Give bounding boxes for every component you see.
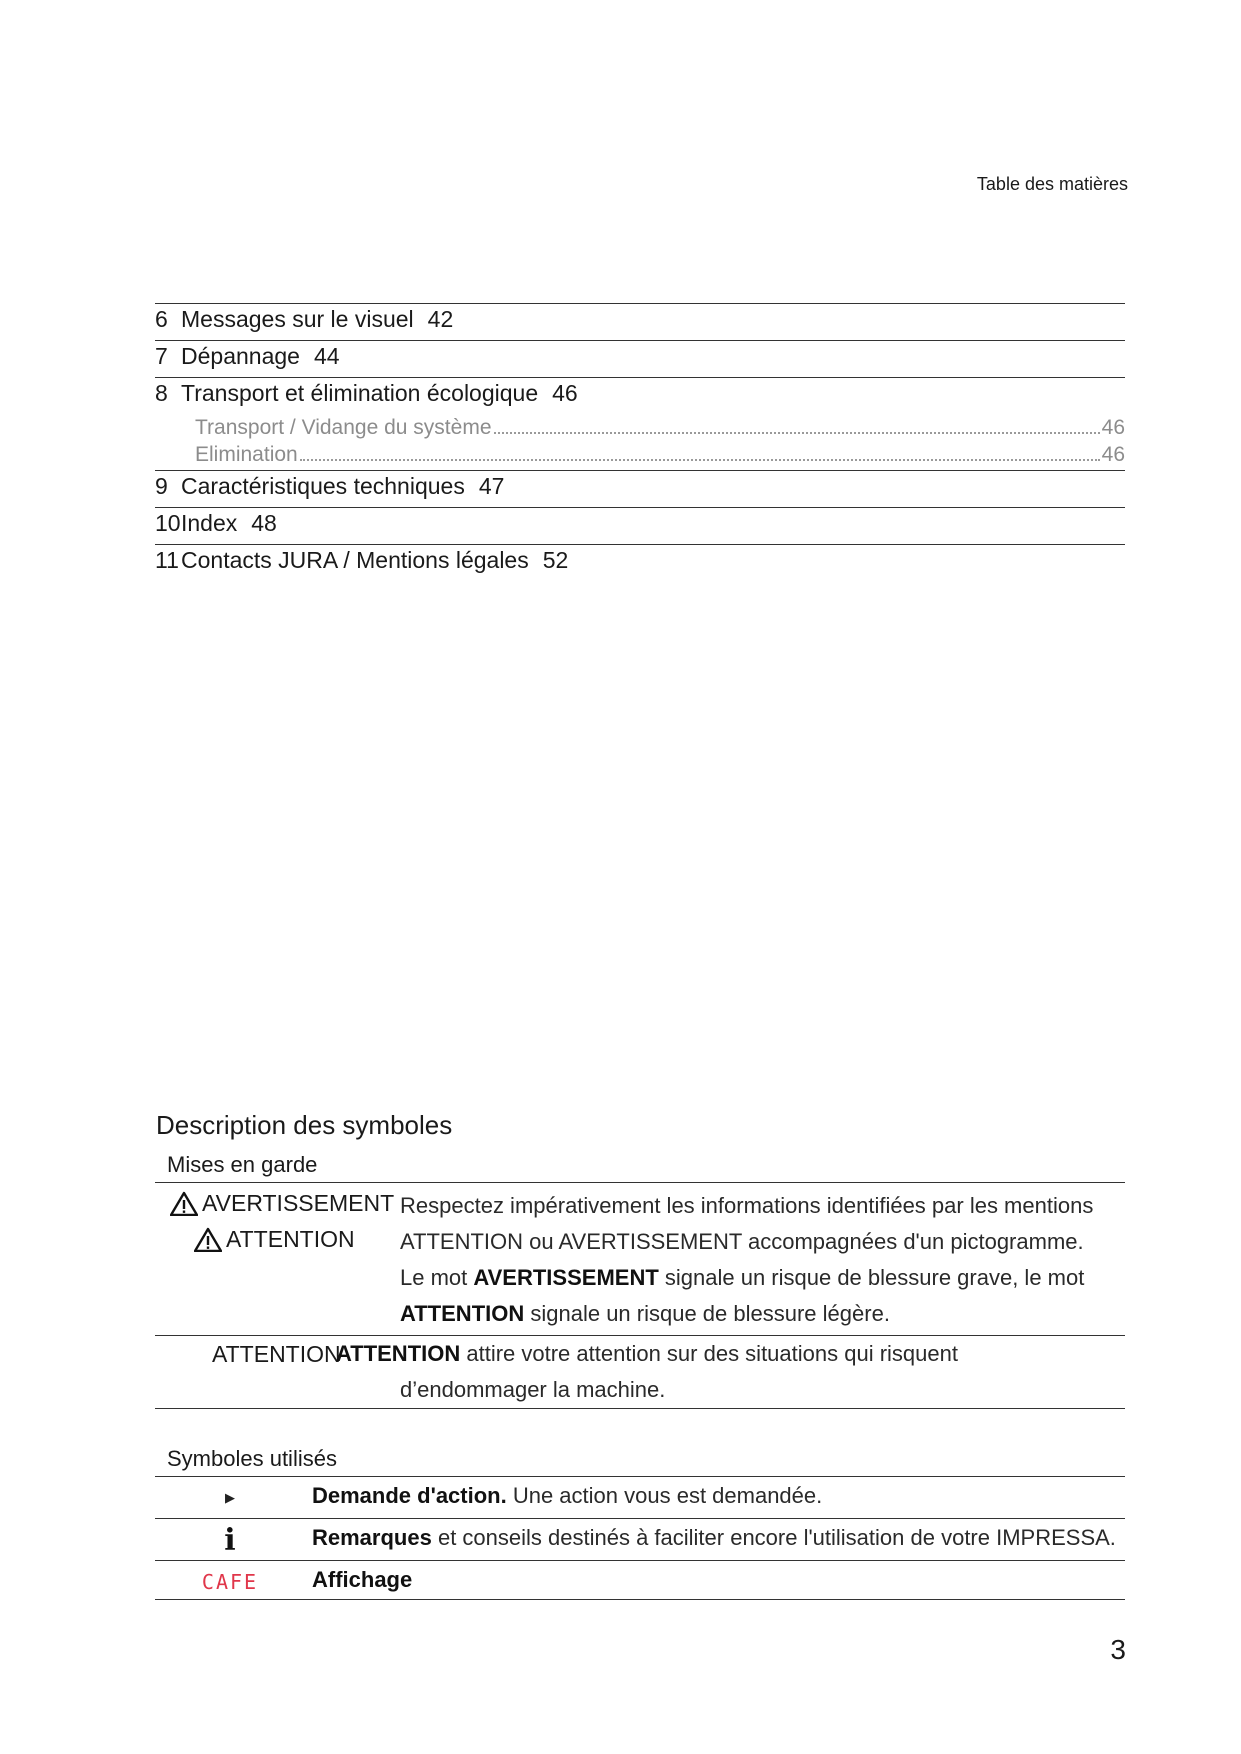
rule: [155, 1518, 1125, 1519]
toc-chapter-number: 6: [155, 306, 168, 332]
toc-chapter[interactable]: [155, 544, 1125, 579]
warning-triangle-icon: [170, 1191, 198, 1216]
caution-label: [194, 1226, 355, 1253]
running-header: Table des matières: [976, 174, 1128, 194]
symbols-heading: Description des symboles: [156, 1110, 453, 1140]
attention-label: ATTENTION: [212, 1341, 341, 1367]
toc-chapter-page: 42: [427, 306, 454, 332]
rule: [155, 1335, 1125, 1336]
toc-chapter-title: Index: [181, 510, 238, 536]
page-number: 3: [1110, 1634, 1126, 1665]
toc-sub-entry-page: 46: [1101, 443, 1125, 466]
toc-chapter[interactable]: [155, 340, 1125, 377]
toc-chapter-page: 48: [251, 510, 277, 536]
toc-chapter-page: 46: [552, 380, 578, 406]
toc-chapter[interactable]: [155, 303, 1125, 340]
used-symbols-subheading: Symboles utilisés: [167, 1446, 337, 1471]
leader-dots: [494, 432, 1100, 434]
warning-label: [170, 1190, 394, 1217]
rule: [155, 1408, 1125, 1409]
warnings-subheading: Mises en garde: [167, 1152, 318, 1177]
toc-chapter-title: Contacts JURA / Mentions légales: [181, 547, 529, 573]
toc-chapter[interactable]: [155, 377, 1125, 470]
warning-label-text: AVERTISSEMENT: [202, 1190, 395, 1216]
leader-dots: [300, 459, 1100, 461]
toc-sub-entry[interactable]: [195, 416, 1125, 440]
info-icon: i: [224, 1523, 236, 1558]
display-icon: CAFE: [201, 1570, 259, 1594]
toc-chapter-page: 52: [542, 547, 569, 573]
toc-chapter[interactable]: [155, 507, 1125, 544]
toc-chapter-number: 8: [155, 380, 168, 406]
toc-chapter-page: 47: [478, 473, 505, 499]
caution-label-text: ATTENTION: [226, 1226, 355, 1252]
table-of-contents: [155, 303, 1125, 579]
rule: [155, 1476, 1125, 1477]
toc-chapter-title: Transport et élimination écologique: [181, 380, 539, 406]
toc-sub-entry-title: Elimination: [195, 443, 298, 466]
toc-chapter[interactable]: [155, 470, 1125, 507]
warning-triangle-icon: [194, 1227, 222, 1252]
toc-chapter-number: 10: [155, 510, 181, 536]
rule: [155, 1599, 1125, 1600]
symbol-description: Affichage: [312, 1567, 413, 1592]
toc-chapter-number: 11: [155, 547, 179, 573]
toc-chapter-title: Dépannage: [181, 343, 300, 369]
toc-sub-entry[interactable]: [195, 443, 1125, 467]
toc-chapter-title: Caractéristiques techniques: [181, 473, 465, 499]
toc-chapter-number: 9: [155, 473, 168, 499]
symbol-description: Demande d'action. Une action vous est demandée.: [312, 1483, 823, 1508]
warning-text-line: ATTENTION signale un risque de blessure légère.: [400, 1301, 890, 1326]
rule: [155, 1560, 1125, 1561]
toc-chapter-number: 7: [155, 343, 168, 369]
attention-text-line: ATTENTION attire votre attention sur des situations qui risquent: [336, 1341, 958, 1366]
warning-text-line: ATTENTION ou AVERTISSEMENT accompagnées d'un pictogramme.: [400, 1229, 1084, 1254]
attention-text-line: d’endommager la machine.: [400, 1377, 666, 1402]
toc-chapter-title: Messages sur le visuel: [181, 306, 414, 332]
toc-sub-entry-page: 46: [1101, 416, 1125, 439]
toc-chapter-page: 44: [313, 343, 340, 369]
warning-text-line: Le mot AVERTISSEMENT signale un risque de blessure grave, le mot: [400, 1265, 1085, 1290]
toc-sub-entry-title: Transport / Vidange du système: [195, 416, 492, 439]
symbol-description: Remarques et conseils destinés à faciliter encore l'utilisation de votre IMPRESSA.: [312, 1525, 1116, 1550]
warning-text-line: Respectez impérativement les informations identifiées par les mentions: [400, 1193, 1094, 1218]
rule: [155, 1182, 1125, 1183]
arrow-bullet-icon: ▶: [225, 1490, 235, 1505]
